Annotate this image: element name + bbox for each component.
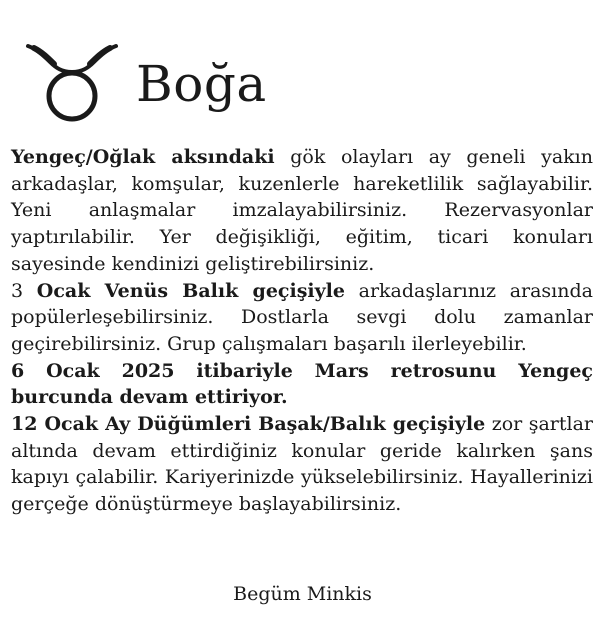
- author-signature: Begüm Minkis: [233, 583, 372, 605]
- paragraph-4-text: zor şartlar altında devam ettirdiğiniz konular geride kalırken şans kapıyı çalabilir. Kariyerinizde yükselebilirsiniz. Hayallerinizi gerçeğe dönüştürmeye başlayabilirsiniz.: [11, 413, 593, 516]
- taurus-icon: [24, 40, 120, 124]
- paragraph-2-bold: Ocak Venüs Balık geçişiyle: [36, 279, 345, 302]
- paragraph-4: [11, 411, 593, 518]
- paragraph-2-prefix: 3: [11, 279, 37, 302]
- paragraph-3-bold: 6 Ocak 2025 itibariyle Mars retrosunu Yengeç burcunda devam ettiriyor.: [11, 359, 593, 409]
- paragraph-2: [11, 278, 593, 358]
- horoscope-text: [11, 144, 593, 518]
- paragraph-1-bold: Yengeç/Oğlak aksındaki: [11, 146, 275, 168]
- header: [18, 36, 578, 126]
- paragraph-1: [11, 144, 593, 278]
- paragraph-1-text: gök olayları ay geneli yakın arkadaşlar, komşular, kuzenlerle hareketlilik sağlayabilir. Yeni anlaşmalar imzalayabilirsiniz. Rezervasyonlar yaptırılabilir. Yer değişikliği, eğitim, ticari konuları sayesinde kendinizi geliştirebilirsiniz.: [11, 146, 593, 275]
- page-title: Boğa: [136, 55, 267, 113]
- paragraph-4-bold: 12 Ocak Ay Düğümleri Başak/Balık geçişiyle: [11, 413, 486, 436]
- paragraph-2-text: arkadaşlarınız arasında popülerleşebilirsiniz. Dostlarla sevgi dolu zamanlar geçirebilirsiniz. Grup çalışmaları başarılı ilerleyebilir.: [11, 279, 593, 355]
- paragraph-3: [11, 358, 593, 411]
